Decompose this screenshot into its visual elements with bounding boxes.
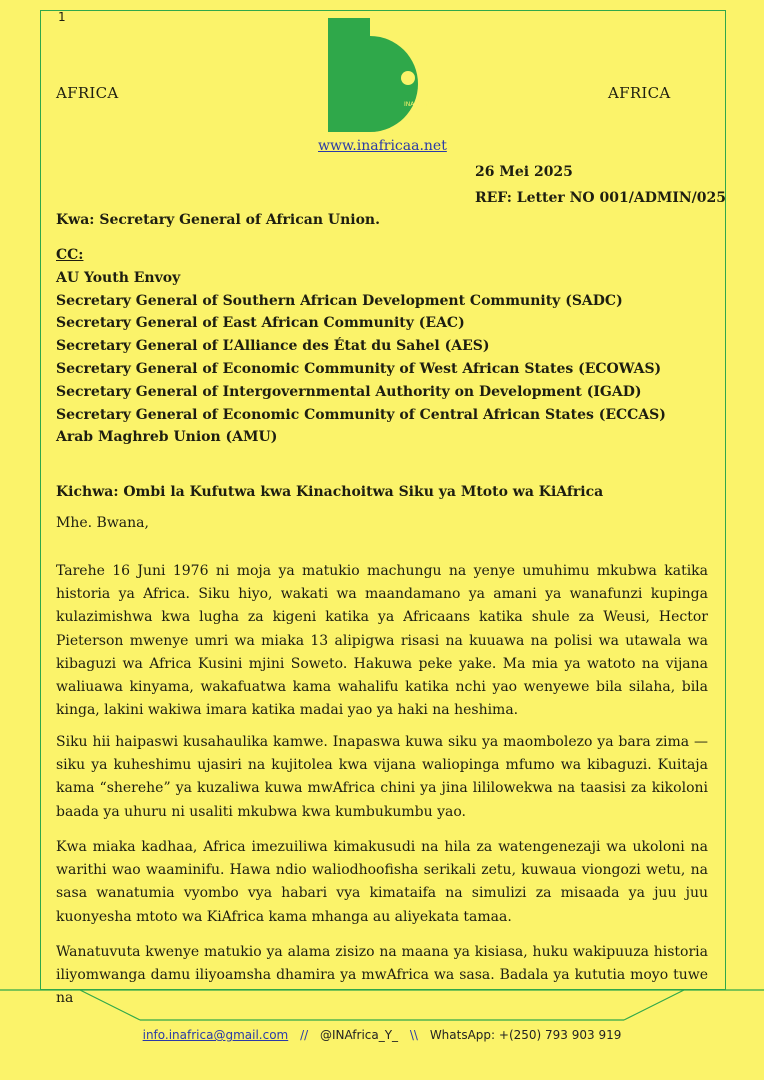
body-paragraph: Tarehe 16 Juni 1976 ni moja ya matukio machungu na yenye umuhimu mkubwa katika historia ya Africa. Siku hiyo, wakati wa maandamano ya amani ya wanafunzi kupinga kulazimishwa kwa lugha za kigeni katika ya Africaans katika shule za Weusi, Hector Pieterson mwenye umri wa miaka 13 alipigwa risasi na kuuawa na polisi wa utawala wa kibaguzi wa Africa Kusini mjini Soweto. Hakuwa peke yake. Ma mia ya watoto na vijana waliuawa kinyama, wakafuatwa kama wahalifu katika nchi yao wenyewe bila silaha, bila kinga, lakini wakiwa imara katika madai yao ya haki na heshima. — [56, 563, 708, 719]
footer-separator: \\ — [409, 1028, 418, 1042]
body-paragraph: Siku hii haipaswi kusahaulika kamwe. Inapaswa kuwa siku ya maombolezo ya bara zima — siku ya kuheshimu ujasiri na kujitolea kwa vijana waliopinga mfumo wa kibaguzi. Kuitaja kama “sherehe” ya kuzaliwa kuwa mwAfrica chini ya jina lililowekwa na taasisi za kikoloni baada ya uhuru ni usaliti mkubwa kwa kumbukumbu yao. — [56, 734, 708, 820]
page-number: 1 — [58, 10, 66, 24]
cc-item: Secretary General of Southern African Development Community (SADC) — [56, 292, 623, 309]
logo-dot — [401, 71, 415, 85]
letter-reference: REF: Letter NO 001/ADMIN/025 — [475, 190, 727, 206]
cc-item: Arab Maghreb Union (AMU) — [56, 429, 278, 446]
recipient-line: Kwa: Secretary General of African Union. — [56, 212, 380, 228]
cc-item: Secretary General of East African Community (EAC) — [56, 315, 465, 332]
footer-whatsapp: WhatsApp: +(250) 793 903 919 — [429, 1028, 622, 1042]
body-paragraph: Kwa miaka kadhaa, Africa imezuiliwa kimakusudi na hila za watengenezaji wa ukoloni na warithi wao waaminifu. Hawa ndio waliodhoofisha serikali zetu, kuwaua viongozi wetu, na sasa wanatumia vyombo vya habari vya kimataifa na simulizi za misaada ya juu juu kuonyesha mtoto wa KiAfrica kama mhanga au aliyekata tamaa. — [56, 839, 708, 925]
cc-item: Secretary General of L’Alliance des État du Sahel (AES) — [56, 338, 490, 355]
salutation: Mhe. Bwana, — [56, 515, 149, 531]
cc-item: Secretary General of Economic Community of Central African States (ECCAS) — [56, 406, 666, 423]
footer-contact — [0, 1028, 764, 1042]
header-right-label: AFRICA — [608, 84, 671, 102]
logo-bar — [328, 18, 370, 132]
footer-social-handle[interactable]: @INAfrica_Y_ — [319, 1028, 399, 1042]
cc-block — [56, 244, 666, 449]
footer-separator: // — [300, 1028, 309, 1042]
logo-text: INAfrica — [404, 101, 428, 108]
footer-email[interactable]: info.inafrica@gmail.com — [142, 1028, 289, 1042]
cc-title: CC: — [56, 247, 84, 263]
cc-item: AU Youth Envoy — [56, 269, 181, 286]
header-left-label: AFRICA — [56, 84, 119, 102]
website-link[interactable]: www.inafricaa.net — [318, 138, 447, 154]
body-paragraph: Wanatuvuta kwenye matukio ya alama zisizo na maana ya kisiasa, huku wakipuuza historia iliyomwanga damu iliyoamsha dhamira ya mwAfrica wa sasa. Badala ya kututia moyo tuwe na — [56, 944, 708, 1007]
letter-subject: Kichwa: Ombi la Kufutwa kwa Kinachoitwa Siku ya Mtoto wa KiAfrica — [56, 484, 604, 500]
cc-item: Secretary General of Intergovernmental Authority on Development (IGAD) — [56, 383, 642, 400]
inafrica-logo — [326, 18, 446, 132]
letter-date: 26 Mei 2025 — [475, 164, 573, 180]
cc-item: Secretary General of Economic Community of West African States (ECOWAS) — [56, 360, 662, 377]
footer-divider — [0, 968, 764, 1028]
